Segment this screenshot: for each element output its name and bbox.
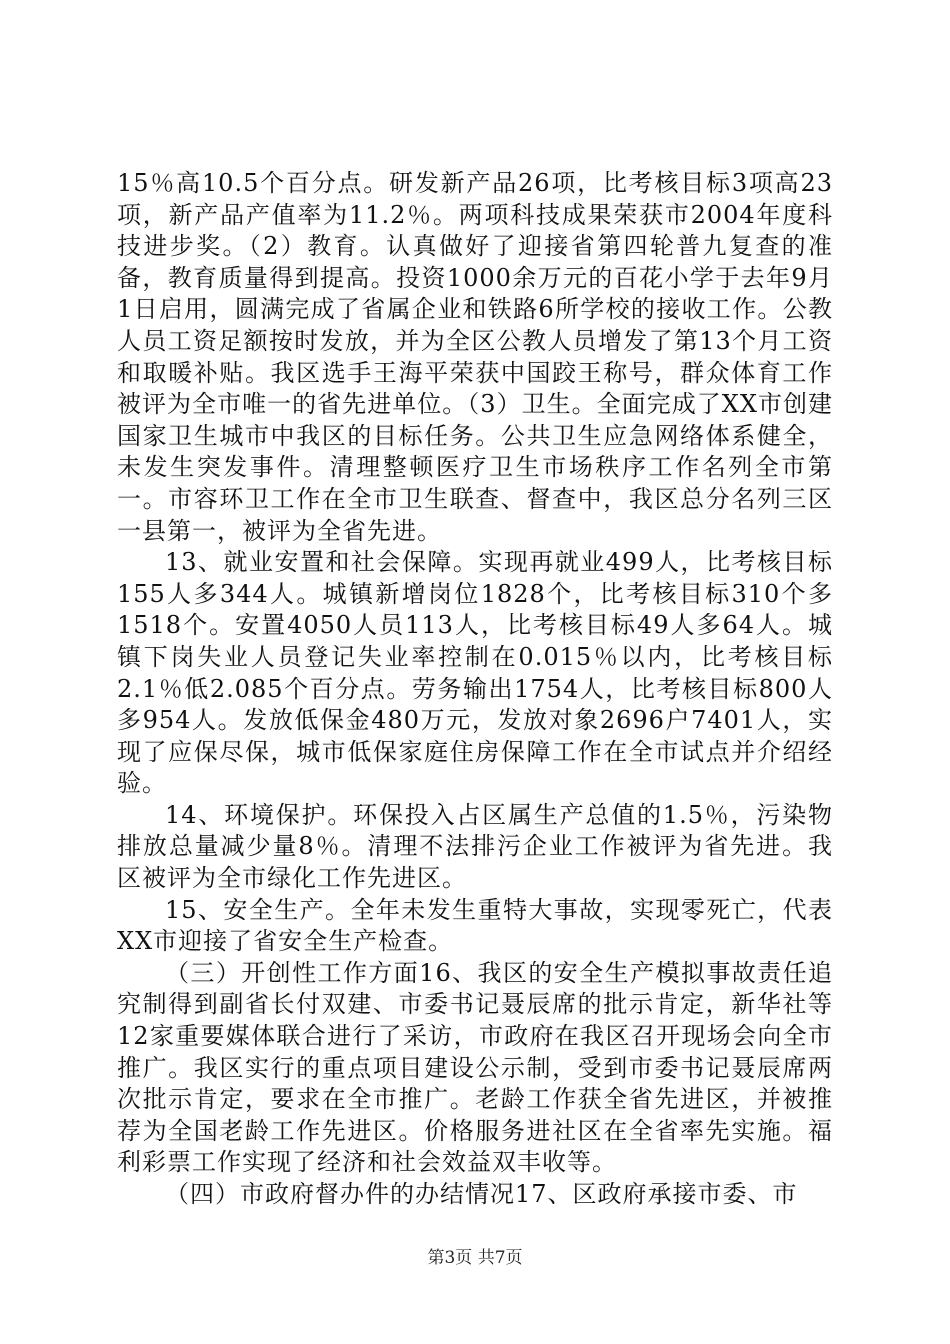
page-footer — [0, 1243, 950, 1268]
paragraph-1: 15％高10.5个百分点。研发新产品26项，比考核目标3项高23项，新产品产值率为11.2％。两项科技成果荣获市2004年度科技进步奖。（2）教育。认真做好了迎接省第四轮普九复查的准备，教育质量得到提高。投资1000余万元的百花小学于去年9月1日启用，圆满完成了省属企业和铁路6所学校的接收工作。公教人员工资足额按时发放，并为全区公教人员增发了第13个月工资和取暖补贴。我区选手王海平荣获中国跤王称号，群众体育工作被评为全市唯一的省先进单位。（3）卫生。全面完成了XX市创建国家卫生城市中我区的目标任务。公共卫生应急网络体系健全，未发生突发事件。清理整顿医疗卫生市场秩序工作名列全市第一。市容环卫工作在全市卫生联查、督查中，我区总分名列三区一县第一，被评为全省先进。 — [117, 169, 833, 545]
paragraph-5: （三）开创性工作方面16、我区的安全生产模拟事故责任追究制得到副省长付双建、市委书记聂辰席的批示肯定，新华社等12家重要媒体联合进行了采访，市政府在我区召开现场会向全市推广。我区实行的重点项目建设公示制，受到市委书记聂辰席两次批示肯定，要求在全市推广。老龄工作获全省先进区，并被推荐为全国老龄工作先进区。价格服务进社区在全省率先实施。福利彩票工作实现了经济和社会效益双丰收等。 — [117, 958, 833, 1177]
paragraph-3: 14、环境保护。环保投入占区属生产总值的1.5％，污染物排放总量减少量8％。清理不法排污企业工作被评为省先进。我区被评为全市绿化工作先进区。 — [117, 800, 833, 893]
paragraph-6: （四）市政府督办件的办结情况17、区政府承接市委、市 — [165, 1180, 798, 1208]
paragraph-4: 15、安全生产。全年未发生重特大事故，实现零死亡，代表XX市迎接了省安全生产检查。 — [117, 895, 833, 956]
page-number-label: 第3页 共7页 — [427, 1248, 523, 1268]
document-body — [117, 168, 833, 1211]
paragraph-2: 13、就业安置和社会保障。实现再就业499人，比考核目标155人多344人。城镇新增岗位1828个，比考核目标310个多1518个。安置4050人员113人，比考核目标49人多64人。城镇下岗失业人员登记失业率控制在0.015％以内，比考核目标2.1％低2.085个百分点。劳务输出1754人，比考核目标800人多954人。发放低保金480万元，发放对象2696户7401人，实现了应保尽保，城市低保家庭住房保障工作在全市试点并介绍经验。 — [117, 548, 833, 798]
